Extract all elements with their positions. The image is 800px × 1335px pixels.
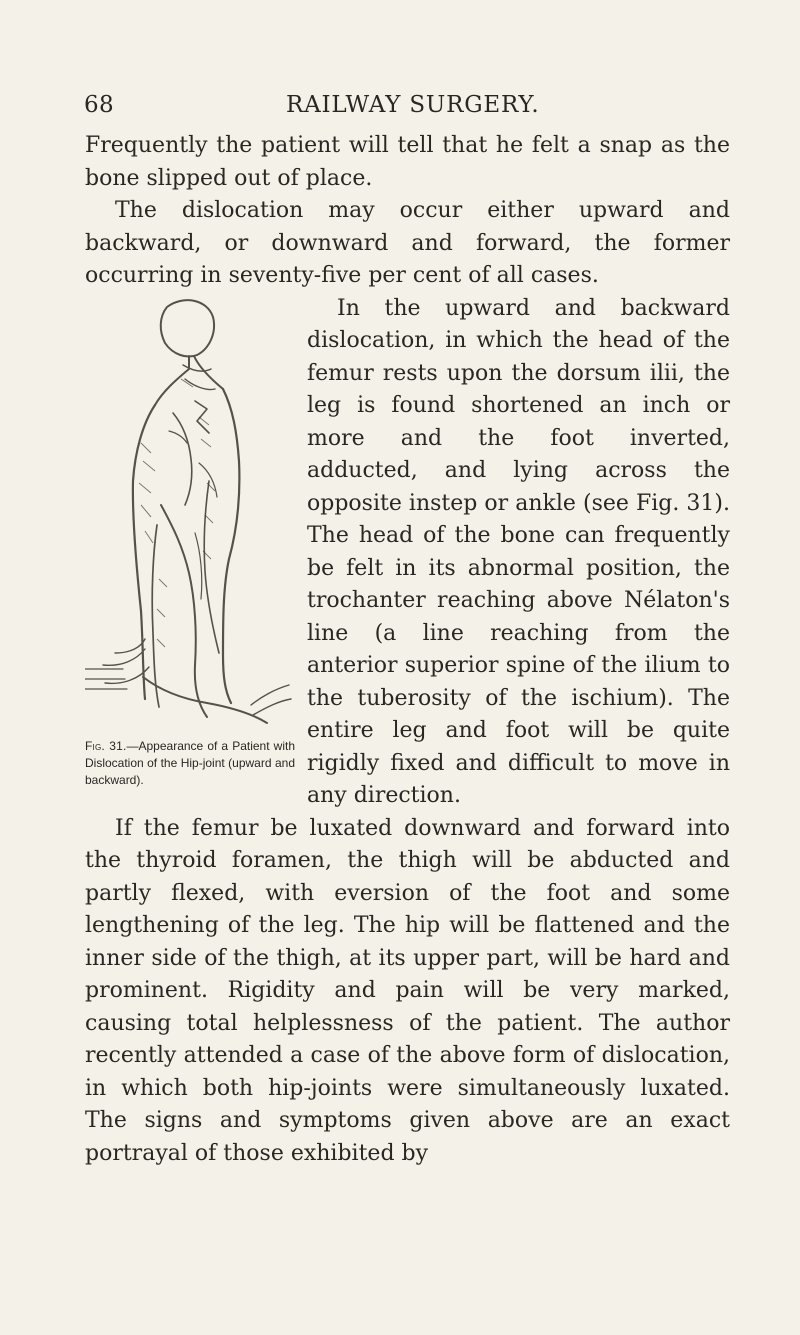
figure-caption	[85, 738, 295, 789]
body-text	[85, 130, 730, 1170]
figure-31	[85, 293, 295, 813]
page-number: 68	[84, 92, 115, 118]
hip-dislocation-illustration	[85, 293, 295, 733]
paragraph-upward-backward: In the upward and backward dislocation, in which the head of the femur rests upon the dorsum ilii, the leg is found shortened an inch or more and the foot inverted, adducted, and lying across the opposite instep or ankle (see Fig. 31). The head of the bone can frequently be felt in its abnormal position, the trochanter reaching above Nélaton's line (a line reaching from the anterior superior spine of the ilium to the tuberosity of the ischium). The entire leg and foot will be quite rigidly fixed and difficult to move in any direction.	[307, 295, 730, 808]
figure-caption-text: —Appearance of a Patient with Dislocation of the Hip-joint (upward and backward).	[85, 738, 295, 787]
paragraph-dislocation-types: The dislocation may occur either upward and backward, or downward and forward, the former occurring in seventy-five per cent of all cases.	[85, 198, 730, 288]
running-head: RAILWAY SURGERY.	[286, 92, 540, 118]
page-header	[84, 92, 724, 126]
figure-label: Fig. 31.	[85, 738, 127, 753]
paragraph-snap: Frequently the patient will tell that he felt a snap as the bone slipped out of place.	[85, 133, 730, 191]
paragraph-downward-forward: If the femur be luxated downward and forward into the thyroid foramen, the thigh will be abducted and partly flexed, with eversion of the foot and some lengthening of the leg. The hip will be flattened and the inner side of the thigh, at its upper part, will be hard and prominent. Rigidity and pain will be very marked, causing total helplessness of the patient. The author recently attended a case of the above form of dislocation, in which both hip-joints were simultaneously luxated. The signs and symptoms given above are an exact portrayal of those exhibited by	[85, 815, 730, 1166]
patient-sketch-icon	[85, 293, 295, 733]
